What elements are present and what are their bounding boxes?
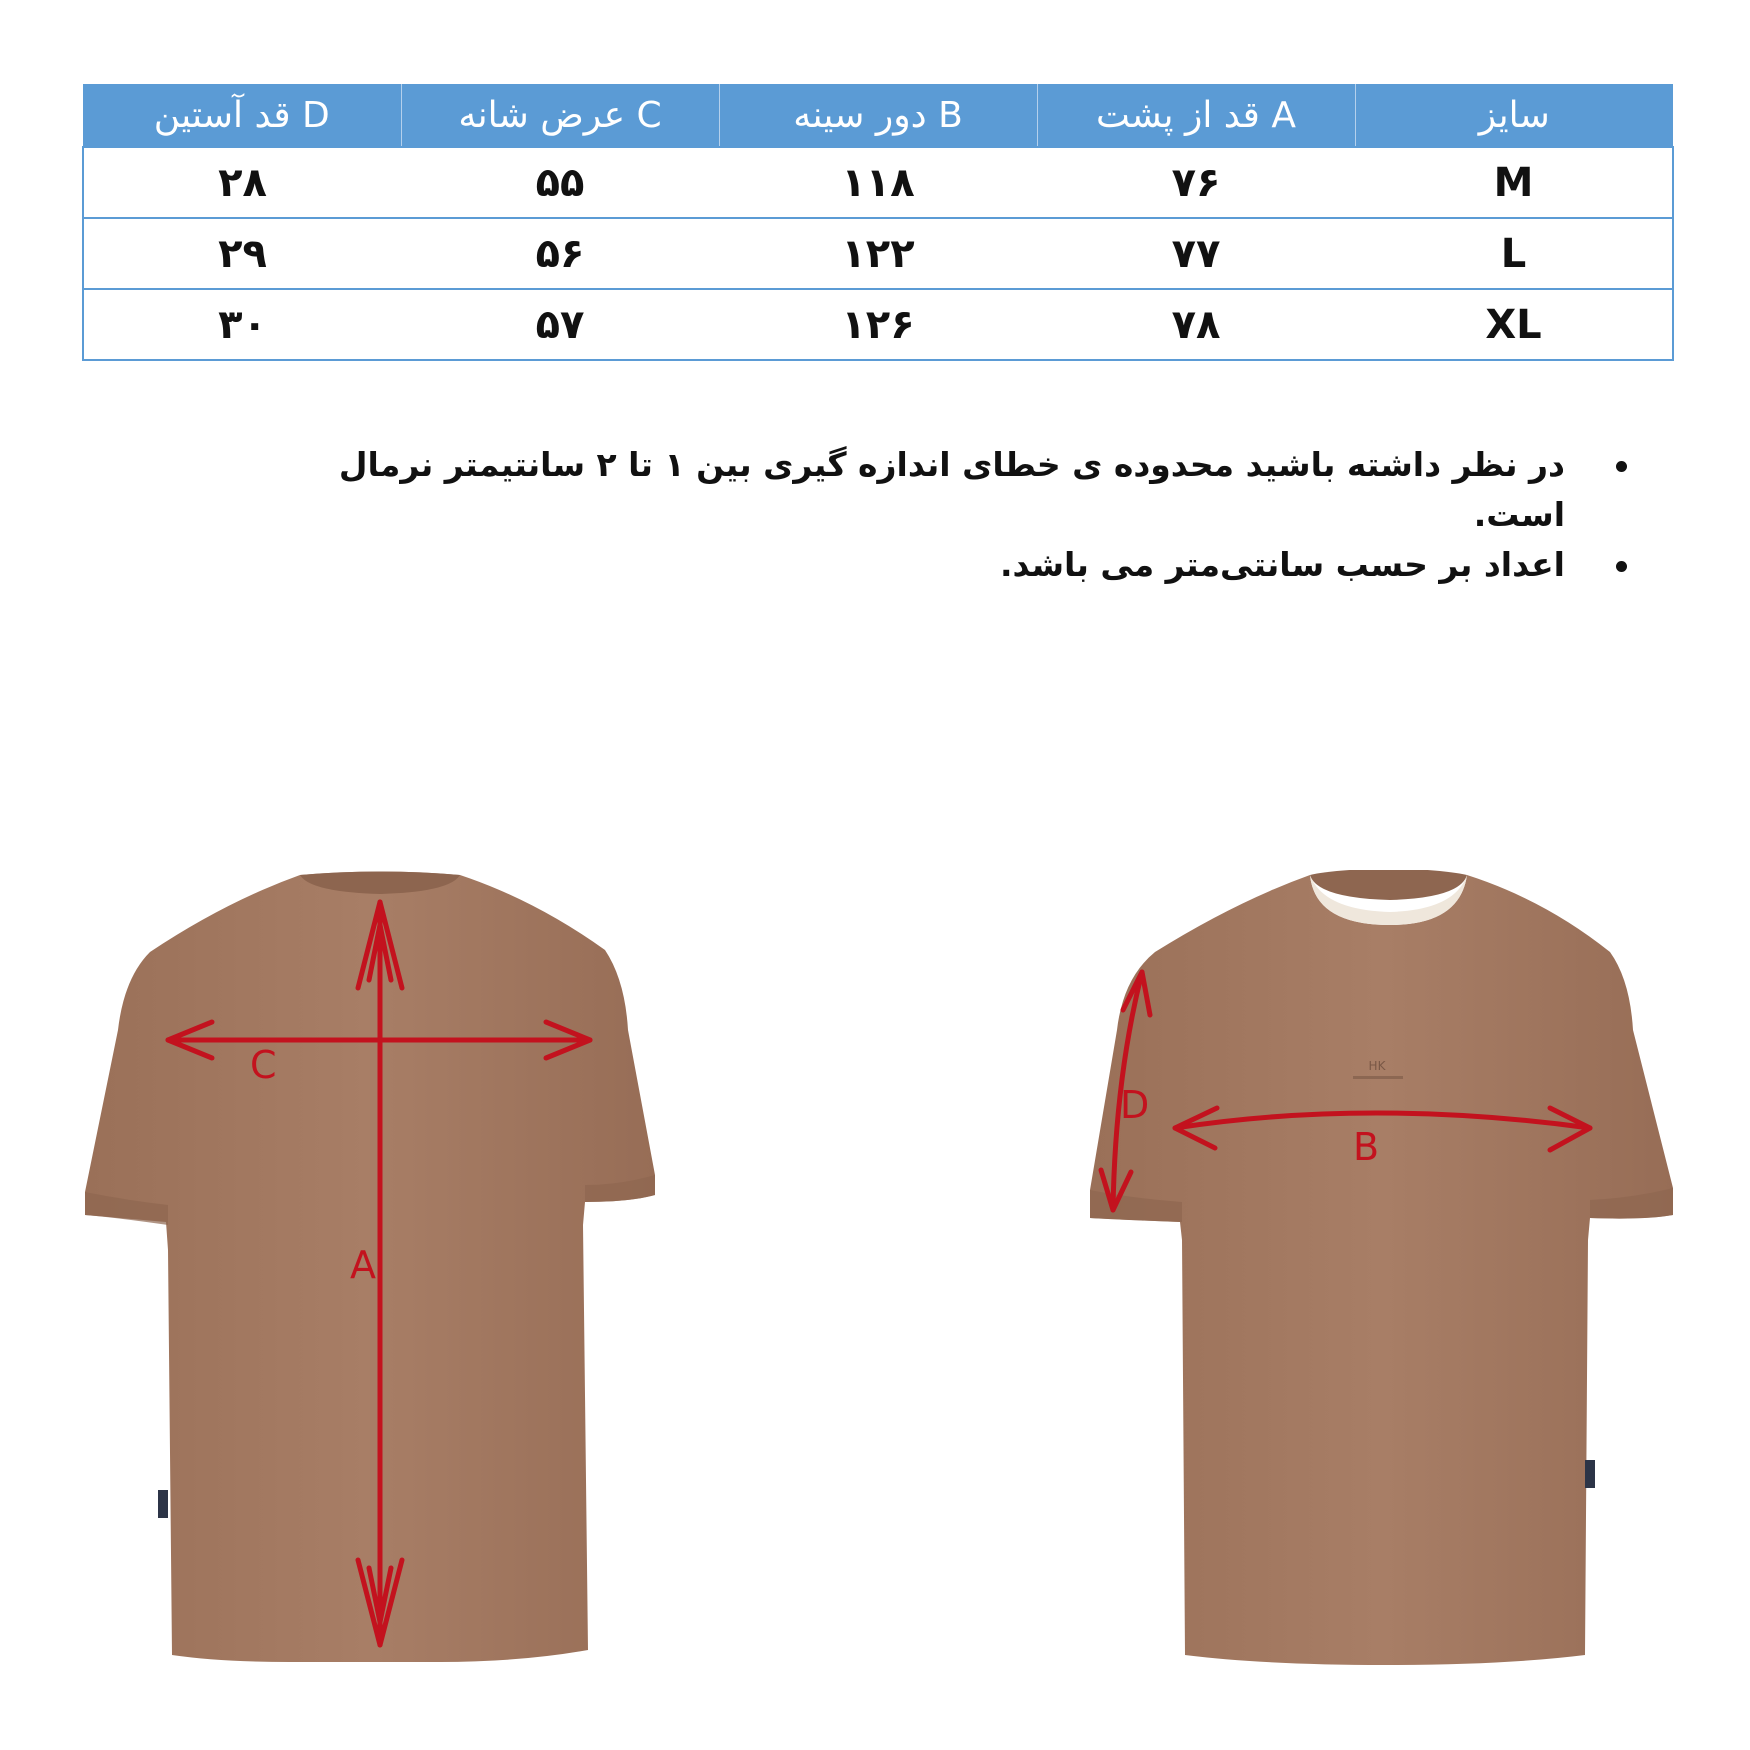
cell-shoulder-width: ۵۶: [401, 218, 719, 289]
note-units: اعداد بر حسب سانتی‌متر می باشد.: [335, 540, 1635, 640]
cell-back-length: ۷۷: [1037, 218, 1355, 289]
cell-sleeve-length: ۲۹: [83, 218, 401, 289]
brand-logo: HK: [1368, 1059, 1386, 1073]
cell-chest: ۱۲۲: [719, 218, 1037, 289]
cell-sleeve-length: ۲۸: [83, 147, 401, 218]
logo-tagline: [1353, 1076, 1403, 1079]
cell-shoulder-width: ۵۷: [401, 289, 719, 360]
table-header-row: [83, 84, 1673, 147]
table-row: [83, 289, 1673, 360]
header-chest-circumference: دور سینه B: [719, 84, 1037, 147]
tshirt-front-body: [1090, 875, 1673, 1665]
tshirt-front-view: [1085, 870, 1685, 1670]
label-A: A: [350, 1243, 376, 1287]
tshirt-back-view: [80, 870, 660, 1670]
cell-back-length: ۷۸: [1037, 289, 1355, 360]
cell-shoulder-width: ۵۵: [401, 147, 719, 218]
cell-size: M: [1355, 147, 1673, 218]
cell-back-length: ۷۶: [1037, 147, 1355, 218]
notes-list: [335, 440, 1635, 640]
label-C: C: [250, 1043, 277, 1087]
header-shoulder-width: عرض شانه C: [401, 84, 719, 147]
cell-chest: ۱۱۸: [719, 147, 1037, 218]
table-row: [83, 218, 1673, 289]
side-tag: [158, 1490, 168, 1518]
table-row: [83, 147, 1673, 218]
header-back-length: قد از پشت A: [1037, 84, 1355, 147]
cell-chest: ۱۲۶: [719, 289, 1037, 360]
cell-sleeve-length: ۳۰: [83, 289, 401, 360]
note-measurement-tolerance: در نظر داشته باشید محدوده ی خطای اندازه گیری بین ۱ تا ۲ سانتیمتر نرمال است.: [335, 440, 1635, 540]
label-D: D: [1120, 1083, 1150, 1127]
size-chart-table: [82, 84, 1674, 361]
cell-size: XL: [1355, 289, 1673, 360]
header-sleeve-length: قد آستین D: [83, 84, 401, 147]
side-tag: [1585, 1460, 1595, 1488]
cell-size: L: [1355, 218, 1673, 289]
header-size: سایز: [1355, 84, 1673, 147]
label-B: B: [1353, 1125, 1380, 1169]
